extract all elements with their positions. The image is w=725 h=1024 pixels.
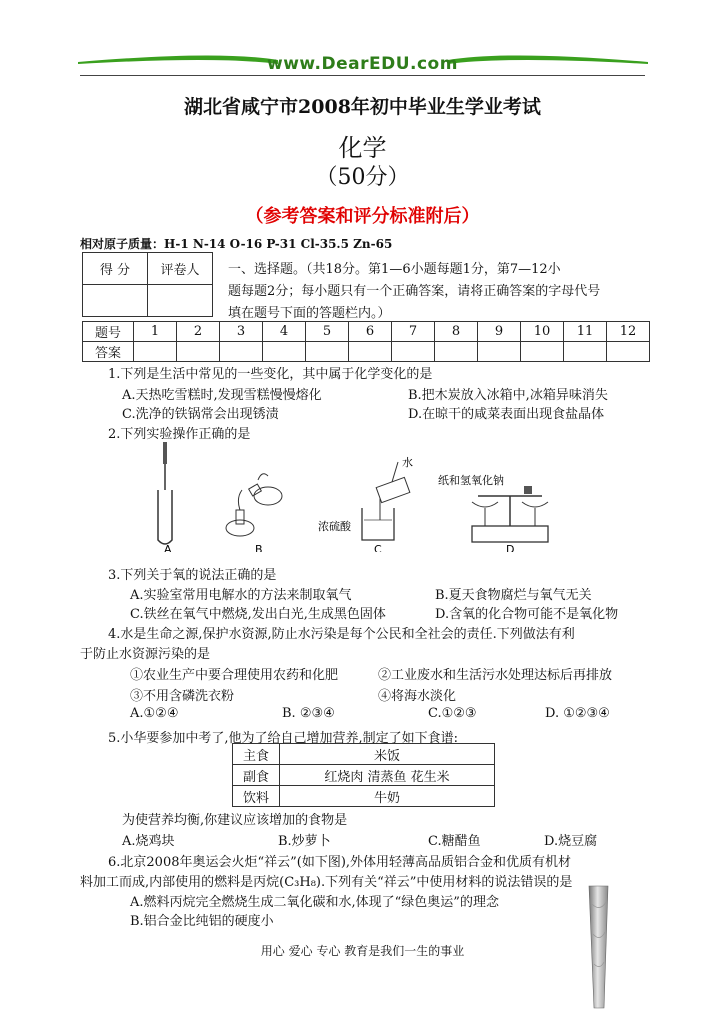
score-cell[interactable]	[83, 285, 148, 317]
q4-stem-line1: 4.水是生命之源,保护水资源,防止水污染是每个公民和全社会的责任.下列做法有利	[108, 627, 575, 642]
fig-paper-label: 纸和氢氧化钠	[438, 474, 504, 487]
answer-cell[interactable]	[521, 342, 564, 362]
menu-label: 主食	[233, 744, 280, 765]
subject-title: 化学	[338, 134, 387, 162]
answer-cell[interactable]	[220, 342, 263, 362]
figure-a-test-tube	[158, 442, 172, 544]
q3-option-b: B.夏天食物腐烂与氧气无关	[435, 588, 592, 603]
question-number: 11	[564, 322, 607, 342]
section1-line2: 题每题2分；每小题只有一个正确答案，请将正确答案的字母代号	[228, 284, 601, 299]
answer-cell[interactable]	[177, 342, 220, 362]
answer-cell[interactable]	[263, 342, 306, 362]
question-number: 1	[134, 322, 177, 342]
q6-stem-line2: 料加工而成,内部使用的燃料是丙烷(C₃H₈).下列有关“祥云”中使用材料的说法错误的是	[80, 875, 573, 890]
answer-cell[interactable]	[349, 342, 392, 362]
q4-stem-line2: 于防止水资源污染的是	[80, 647, 211, 662]
q4-item-2: ②工业废水和生活污水处理达标后再排放	[378, 668, 613, 683]
question-number: 9	[478, 322, 521, 342]
q6-stem-line1: 6.北京2008年奥运会火炬“祥云”(如下图),外体用轻薄高品质铝合金和优质有机材	[108, 855, 572, 870]
menu-row	[233, 744, 495, 765]
q4-option-d: D. ①②③④	[545, 706, 610, 721]
q4-option-a: A.①②④	[130, 706, 179, 721]
fig-label-c: C	[374, 543, 382, 552]
q1-option-d: D.在晾干的咸菜表面出现食盐晶体	[408, 407, 605, 422]
atomic-masses: 相对原子质量：H-1 N-14 O-16 P-31 Cl-35.5 Zn-65	[80, 237, 393, 251]
footer-motto: 用心 爱心 专心 教育是我们一生的事业	[260, 944, 465, 958]
question-number: 7	[392, 322, 435, 342]
q1-option-c: C.洗净的铁锅常会出现锈渍	[122, 407, 279, 422]
question-number: 5	[306, 322, 349, 342]
figure-b-alcohol-lamps	[226, 474, 282, 536]
fig-label-d: D	[506, 543, 515, 552]
q4-item-3: ③不用含磷洗衣粉	[130, 689, 235, 704]
menu-label: 饮料	[233, 786, 280, 807]
answer-table	[82, 321, 650, 362]
question-number: 2	[177, 322, 220, 342]
question-number: 4	[263, 322, 306, 342]
section1-line3: 填在题号下面的答题栏内。）	[228, 306, 391, 321]
score-box	[82, 252, 213, 317]
answer-cell[interactable]	[134, 342, 177, 362]
exam-title: 湖北省咸宁市2008年初中毕业生学业考试	[184, 96, 541, 118]
menu-table	[232, 743, 495, 807]
q5-option-d: D.烧豆腐	[544, 834, 598, 849]
menu-row	[233, 786, 495, 807]
fig-acid-label: 浓硫酸	[318, 520, 351, 533]
q3-option-d: D.含氧的化合物可能不是氧化物	[435, 607, 619, 622]
q3-option-c: C.铁丝在氧气中燃烧,发出白光,生成黑色固体	[130, 607, 386, 622]
q6-option-b: B.铝合金比纯铝的硬度小	[130, 914, 274, 929]
grader-cell[interactable]	[148, 285, 213, 317]
fig-water-label: 水	[402, 456, 413, 469]
answer-cell[interactable]	[607, 342, 650, 362]
question-number: 12	[607, 322, 650, 342]
q5-ask: 为使营养均衡,你建议应该增加的食物是	[122, 813, 348, 828]
answer-cell[interactable]	[392, 342, 435, 362]
score-label: 得 分	[83, 253, 148, 285]
question-number-label: 题号	[83, 322, 134, 342]
menu-value: 红烧肉 清蒸鱼 花生米	[280, 765, 495, 786]
header-url[interactable]: www.DearEDU.com	[267, 54, 458, 74]
question-number: 10	[521, 322, 564, 342]
figure-c-dilution	[362, 462, 410, 540]
q1-option-b: B.把木炭放入冰箱中,冰箱异味消失	[408, 388, 608, 403]
q1-option-a: A.天热吃雪糕时,发现雪糕慢慢熔化	[122, 388, 322, 403]
total-score: （50分）	[315, 165, 410, 190]
answer-cell[interactable]	[435, 342, 478, 362]
fig-label-b: B	[255, 543, 263, 552]
menu-row	[233, 765, 495, 786]
fig-label-a: A	[164, 543, 172, 552]
q4-item-1: ①农业生产中要合理使用农药和化肥	[130, 668, 339, 683]
q4-option-c: C.①②③	[428, 706, 477, 721]
q1-stem: 1.下列是生活中常见的一些变化，其中属于化学变化的是	[108, 367, 433, 382]
q3-stem: 3.下列关于氧的说法正确的是	[108, 568, 277, 583]
q5-option-b: B.炒萝卜	[278, 834, 331, 849]
q4-item-4: ④将海水淡化	[378, 689, 457, 704]
menu-value: 牛奶	[280, 786, 495, 807]
answer-cell[interactable]	[306, 342, 349, 362]
answer-cell[interactable]	[478, 342, 521, 362]
menu-value: 米饭	[280, 744, 495, 765]
answer-note: （参考答案和评分标准附后）	[245, 206, 480, 227]
q2-figures	[140, 440, 560, 552]
question-number: 3	[220, 322, 263, 342]
q3-option-a: A.实验室常用电解水的方法来制取氧气	[130, 588, 352, 603]
q5-stem: 5.小华要参加中考了,他为了给自己增加营养,制定了如下食谱:	[108, 731, 459, 746]
section1-line1: 一、选择题。（共18分。第1—6小题每题1分，第7—12小	[228, 262, 561, 277]
q5-option-c: C.糖醋鱼	[428, 834, 481, 849]
question-number: 8	[435, 322, 478, 342]
answer-label: 答案	[83, 342, 134, 362]
figure-d-balance	[472, 486, 548, 542]
q5-option-a: A.烧鸡块	[122, 834, 175, 849]
answer-cell[interactable]	[564, 342, 607, 362]
q6-option-a: A.燃料丙烷完全燃烧生成二氧化碳和水,体现了“绿色奥运”的理念	[130, 895, 499, 910]
question-number: 6	[349, 322, 392, 342]
menu-label: 副食	[233, 765, 280, 786]
header-divider	[80, 75, 645, 76]
q4-option-b: B. ②③④	[282, 706, 335, 721]
q2-stem: 2.下列实验操作正确的是	[108, 427, 251, 442]
grader-label: 评卷人	[148, 253, 213, 285]
